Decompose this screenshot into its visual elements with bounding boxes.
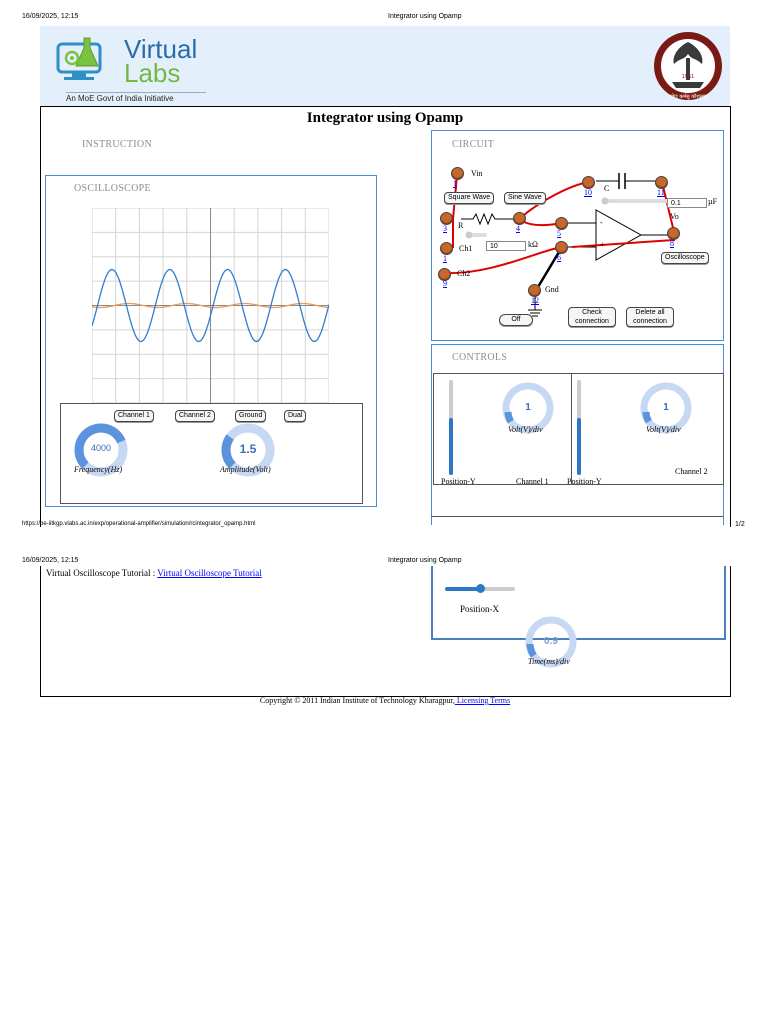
svg-text:योगः कर्मसु कौशलम्: योगः कर्मसु कौशलम् [669, 94, 707, 100]
ground-button[interactable]: Ground [235, 410, 266, 422]
tutorial-line [46, 568, 262, 578]
print-datetime: 16/09/2025, 12:15 [22, 557, 79, 564]
capacitor-unit: µF [708, 197, 718, 206]
check-connection-button[interactable]: Check connection [568, 307, 616, 327]
page-title: Integrator using Opamp [306, 110, 464, 126]
site-banner [40, 26, 730, 106]
oscilloscope-tutorial-link[interactable]: Virtual Oscilloscope Tutorial [157, 568, 262, 578]
channel-2-label: Channel 2 [675, 467, 708, 476]
vin-label: Vin [471, 169, 483, 178]
frequency-value: 4000 [90, 443, 112, 453]
square-wave-button[interactable]: Square Wave [444, 192, 494, 204]
circuit-heading: CIRCUIT [452, 139, 495, 150]
channel-2-position-y-label: Position-Y [567, 477, 602, 486]
sine-wave-button[interactable]: Sine Wave [504, 192, 546, 204]
oscilloscope-heading: OSCILLOSCOPE [74, 183, 151, 194]
licensing-terms-link[interactable]: Licensing Terms [454, 696, 511, 705]
print-datetime: 16/09/2025, 12:15 [22, 13, 79, 20]
controls-heading: CONTROLS [452, 352, 508, 363]
resistor-value-input[interactable]: 10 [486, 241, 526, 251]
oscilloscope-button[interactable]: Oscilloscope [661, 252, 709, 264]
ch2-label: Ch2 [457, 269, 471, 278]
opamp-plus-label: + [600, 240, 605, 249]
channel-1-volt-value: 1 [525, 402, 531, 413]
node-number: 11 [657, 188, 665, 197]
node-number: 1 [453, 179, 457, 188]
node-number: 8 [670, 239, 674, 248]
dual-button[interactable]: Dual [284, 410, 306, 422]
ch1-label: Ch1 [459, 244, 473, 253]
instruction-heading[interactable]: INSTRUCTION [82, 139, 152, 150]
amplitude-value: 1.5 [239, 442, 257, 456]
position-x-slider[interactable] [445, 587, 515, 591]
channel-1-position-y-slider[interactable] [449, 380, 453, 475]
tutorial-prefix: Virtual Oscilloscope Tutorial : [46, 568, 158, 578]
amplitude-label: Amplitude(Volt) [220, 465, 271, 474]
print-title: Integrator using Opamp [388, 557, 462, 564]
power-off-button[interactable]: Off [499, 314, 533, 326]
logo-word-labs: Labs [124, 58, 181, 88]
channel-2-volt-value: 1 [663, 402, 669, 413]
channel-2-position-y-slider[interactable] [577, 380, 581, 475]
position-x-label: Position-X [460, 604, 500, 614]
node-number: 5 [557, 229, 561, 238]
channel-2-volt-label: Volt(V)/div [646, 425, 681, 434]
node-number: 6 [557, 253, 561, 262]
node-number: 3 [443, 224, 447, 233]
logo-word-virtual: Virtual [124, 34, 198, 64]
print-url: https://be-iitkgp.vlabs.ac.in/exp/operational-amplifier/simulation/rcintegrator_opamp.html [22, 521, 256, 527]
virtual-labs-logo-icon[interactable] [54, 36, 110, 86]
resistor-unit: kΩ [528, 240, 538, 249]
gnd-label: Gnd [545, 285, 559, 294]
time-div-value: 0.9 [544, 636, 558, 647]
channel-1-label: Channel 1 [516, 477, 549, 486]
print-page-number: 1/2 [735, 521, 745, 528]
oscilloscope-screen [92, 208, 329, 403]
delete-all-connection-button[interactable]: Delete all connection [626, 307, 674, 327]
print-title: Integrator using Opamp [388, 13, 462, 20]
resistor-label: R [458, 221, 464, 230]
node-number: 4 [516, 224, 520, 233]
svg-text:1951: 1951 [681, 74, 695, 80]
node-number: 9 [443, 279, 447, 288]
opamp-minus-label: - [600, 218, 603, 227]
channel-1-position-y-label: Position-Y [441, 477, 476, 486]
channel-2-button[interactable]: Channel 2 [175, 410, 215, 422]
time-div-label: Time(ms)/div [528, 657, 570, 666]
copyright-text: Copyright © 2011 Indian Institute of Technology Kharagpur, [259, 696, 455, 705]
oscilloscope-grid [92, 208, 329, 403]
iit-kharagpur-seal-icon [650, 28, 726, 104]
channel-1-button[interactable]: Channel 1 [114, 410, 154, 422]
node-number: 1 [443, 254, 447, 263]
channel-1-volt-label: Volt(V)/div [508, 425, 543, 434]
capacitor-label: C [604, 184, 610, 193]
node-number: 10 [584, 188, 592, 197]
node-number: 12 [531, 296, 539, 305]
vo-label: Vo [670, 212, 679, 221]
copyright-line [40, 696, 730, 705]
banner-tagline: An MoE Govt of India Initiative [66, 94, 174, 103]
capacitor-value-input[interactable]: 0.1 [667, 198, 707, 208]
frequency-label: Frequency(Hz) [74, 465, 123, 474]
